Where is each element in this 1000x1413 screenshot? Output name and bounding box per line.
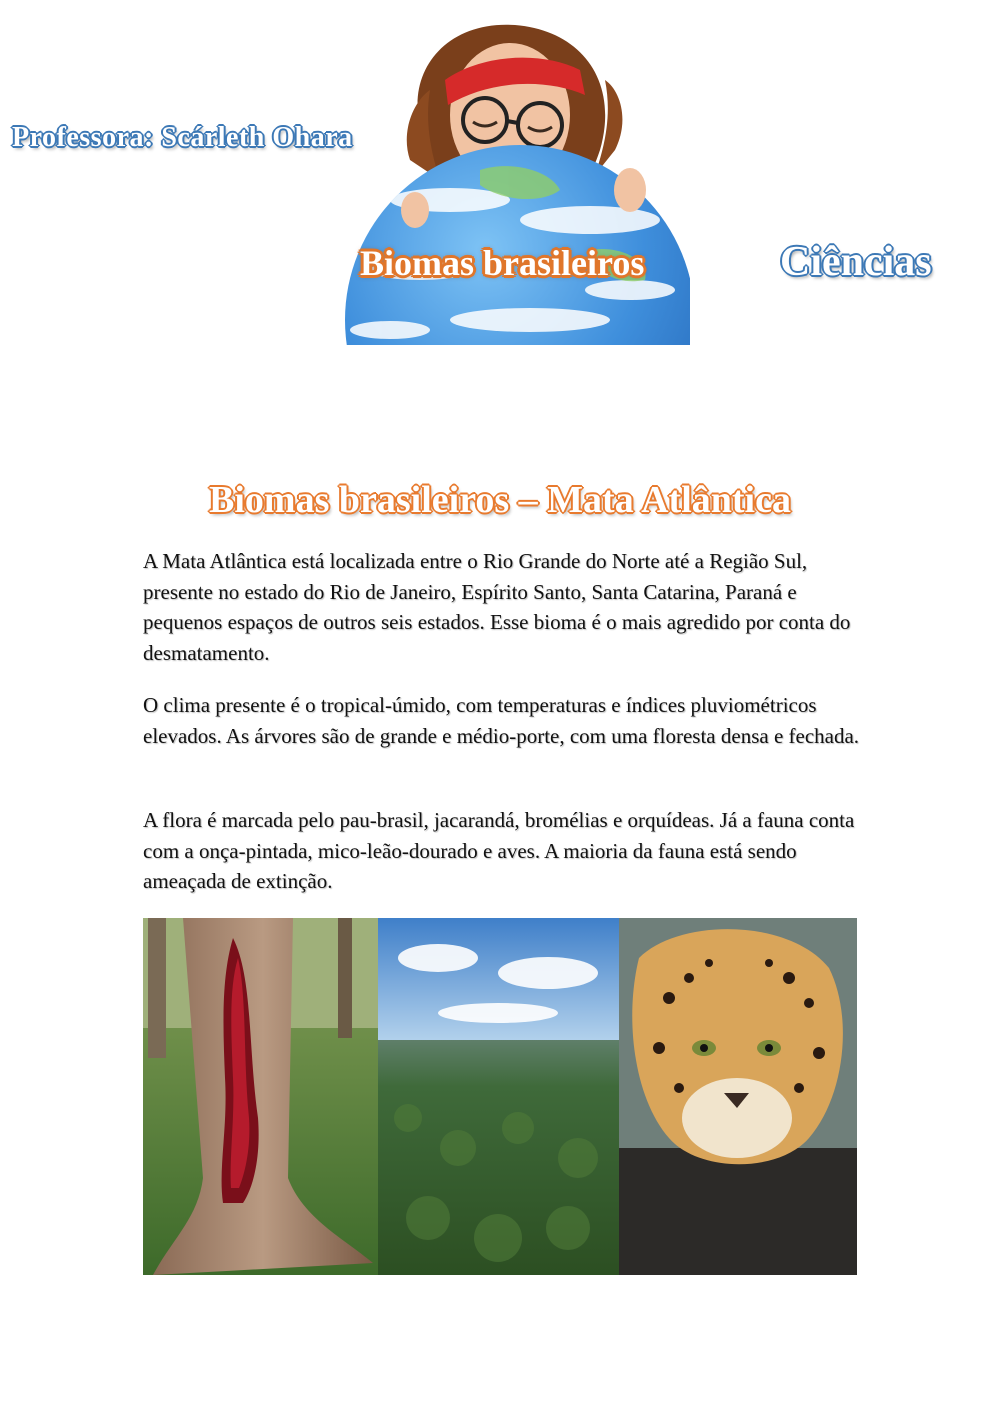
photo-strip bbox=[143, 918, 857, 1275]
globe-avatar-illustration bbox=[330, 20, 690, 345]
paragraph-climate: O clima presente é o tropical-úmido, com temperaturas e índices pluviométricos elevados. As árvores são de grande e médio-porte, com uma floresta densa e fechada. bbox=[143, 693, 860, 748]
pau-brasil-photo bbox=[143, 918, 378, 1275]
page-title: Biomas brasileiros – Mata Atlântica bbox=[209, 479, 791, 521]
paragraph-flora-fauna: A flora é marcada pelo pau-brasil, jacarandá, bromélias e orquídeas. Já a fauna conta com a onça-pintada, mico-leão-dourado e aves. A maioria da fauna está sendo ameaçada de extinção. bbox=[143, 808, 855, 893]
forest-aerial-photo bbox=[378, 918, 619, 1275]
page-header bbox=[0, 0, 1000, 360]
jaguar-photo bbox=[619, 918, 857, 1275]
paragraph-location: A Mata Atlântica está localizada entre o Rio Grande do Norte até a Região Sul, presente no estado do Rio de Janeiro, Espírito Santo, Santa Catarina, Paraná e pequenos espaços de outros seis estados. Esse bioma é o mais agredido por conta do desmatamento. bbox=[143, 549, 851, 665]
banner-title: Biomas brasileiros bbox=[360, 243, 645, 283]
teacher-name: Professora: Scárleth Ohara bbox=[12, 122, 353, 153]
subject-label: Ciências bbox=[780, 239, 932, 285]
